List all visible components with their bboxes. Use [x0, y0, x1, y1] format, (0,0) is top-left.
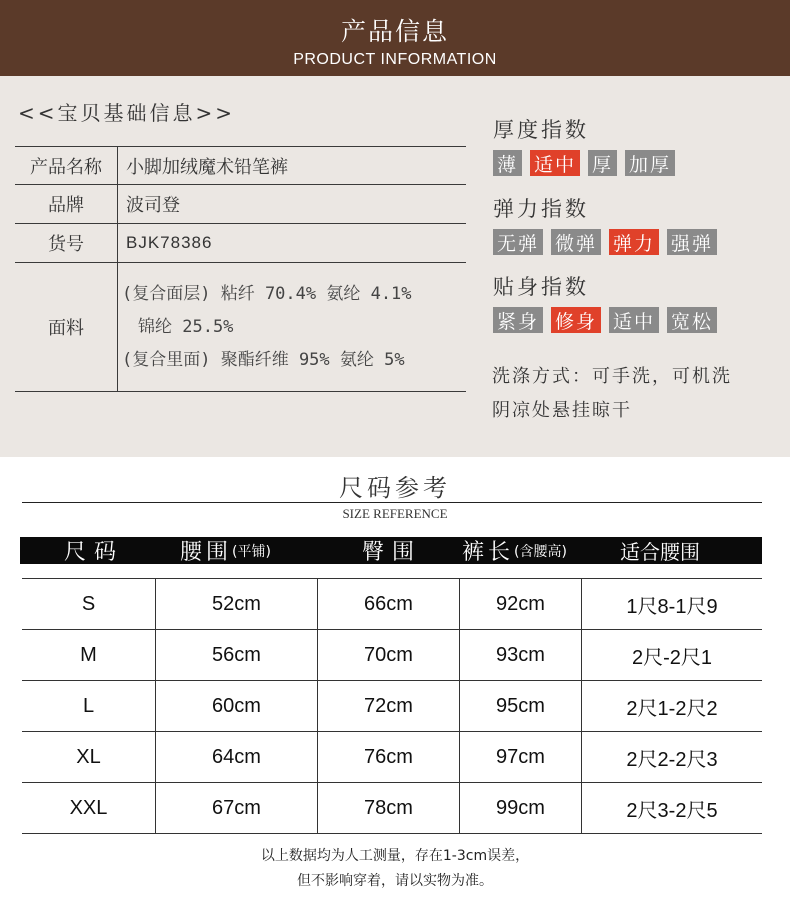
info-table	[15, 146, 466, 392]
cell-length: 92cm	[460, 579, 582, 629]
header-length	[462, 537, 567, 564]
table-row	[22, 579, 762, 630]
chip-option-selected: 弹力	[609, 229, 659, 255]
header-band	[0, 0, 790, 76]
cell-length: 97cm	[460, 732, 582, 782]
cell-hip: 76cm	[318, 732, 460, 782]
info-row-sku	[15, 224, 466, 263]
table-row	[22, 783, 762, 834]
info-row-name	[15, 147, 466, 185]
info-panel	[0, 76, 790, 457]
table-row	[22, 681, 762, 732]
info-row-brand	[15, 185, 466, 224]
fabric-line: (复合面层) 粘纤 70.4% 氨纶 4.1%	[122, 283, 412, 304]
cell-size: L	[22, 681, 156, 731]
cell-waist: 67cm	[156, 783, 318, 833]
cell-size: S	[22, 579, 156, 629]
cell-fit: 1尺8-1尺9	[626, 595, 718, 618]
cell-size: XL	[22, 732, 156, 782]
chip-option-selected: 修身	[551, 307, 601, 333]
cell-hip: 78cm	[318, 783, 460, 833]
index-chips	[493, 307, 717, 333]
cell-hip: 72cm	[318, 681, 460, 731]
measurement-note: 但不影响穿着，请以实物为准。	[297, 873, 493, 889]
fabric-line: 锦纶 25.5%	[138, 316, 234, 337]
cell-waist: 56cm	[156, 630, 318, 680]
cell-size: M	[22, 630, 156, 680]
index-title: 弹力指数	[493, 197, 589, 221]
washing-line: 洗涤方式：可手洗，可机洗	[492, 366, 732, 387]
cell-waist: 64cm	[156, 732, 318, 782]
header-length-label: 裤长	[462, 540, 515, 565]
fabric-line: (复合里面) 聚酯纤维 95% 氨纶 5%	[122, 349, 405, 370]
cell-waist: 52cm	[156, 579, 318, 629]
chip-option: 加厚	[625, 150, 675, 176]
cell-length: 93cm	[460, 630, 582, 680]
info-row-fabric	[15, 263, 466, 392]
size-table-header	[20, 537, 762, 564]
index-title: 厚度指数	[493, 118, 589, 142]
info-value: 小脚加绒魔术铅笔裤	[126, 156, 288, 178]
index-chips	[493, 229, 717, 255]
washing-line: 阴凉处悬挂晾干	[492, 400, 632, 421]
cell-fit: 2尺3-2尺5	[626, 799, 718, 822]
fabric-value	[118, 263, 466, 391]
table-row	[22, 630, 762, 681]
header-subtitle: PRODUCT INFORMATION	[293, 51, 497, 68]
header-waist-note: (平铺)	[232, 543, 271, 560]
cell-waist: 60cm	[156, 681, 318, 731]
chip-option: 微弹	[551, 229, 601, 255]
index-title: 贴身指数	[493, 275, 589, 299]
info-key: 面料	[15, 263, 118, 391]
info-heading: <<宝贝基础信息>>	[18, 101, 236, 125]
info-key: 产品名称	[15, 147, 118, 184]
thickness-index	[493, 114, 675, 176]
table-row	[22, 732, 762, 783]
measurement-note: 以上数据均为人工测量，存在1-3cm误差，	[260, 848, 530, 864]
divider	[22, 502, 762, 503]
chip-option: 薄	[493, 150, 522, 176]
fit-index	[493, 271, 717, 333]
size-reference-title: 尺码参考	[339, 474, 451, 502]
cell-hip: 70cm	[318, 630, 460, 680]
info-key: 品牌	[15, 185, 118, 223]
cell-hip: 66cm	[318, 579, 460, 629]
chip-option: 紧身	[493, 307, 543, 333]
chip-option: 无弹	[493, 229, 543, 255]
chip-option-selected: 适中	[530, 150, 580, 176]
header-hip: 臀围	[362, 540, 423, 565]
cell-fit: 2尺2-2尺3	[626, 748, 718, 771]
chip-option: 适中	[609, 307, 659, 333]
washing-instructions	[492, 360, 777, 428]
header-length-note: (含腰高)	[514, 543, 567, 560]
index-chips	[493, 150, 675, 176]
cell-size: XXL	[22, 783, 156, 833]
info-value: 波司登	[126, 195, 180, 216]
info-key: 货号	[15, 224, 118, 262]
chip-option: 宽松	[667, 307, 717, 333]
header-title: 产品信息	[340, 17, 449, 46]
header-fit: 适合腰围	[620, 540, 700, 564]
header-waist-label: 腰围	[180, 540, 233, 565]
chip-option: 强弹	[667, 229, 717, 255]
info-value: BJK78386	[126, 233, 213, 252]
header-size: 尺码	[64, 540, 125, 565]
cell-fit: 2尺1-2尺2	[626, 697, 718, 720]
header-waist	[180, 537, 271, 564]
elasticity-index	[493, 193, 717, 255]
size-reference-subtitle: SIZE REFERENCE	[342, 506, 448, 521]
cell-length: 99cm	[460, 783, 582, 833]
cell-length: 95cm	[460, 681, 582, 731]
cell-fit: 2尺-2尺1	[631, 646, 713, 669]
size-table	[22, 578, 762, 834]
chip-option: 厚	[588, 150, 617, 176]
